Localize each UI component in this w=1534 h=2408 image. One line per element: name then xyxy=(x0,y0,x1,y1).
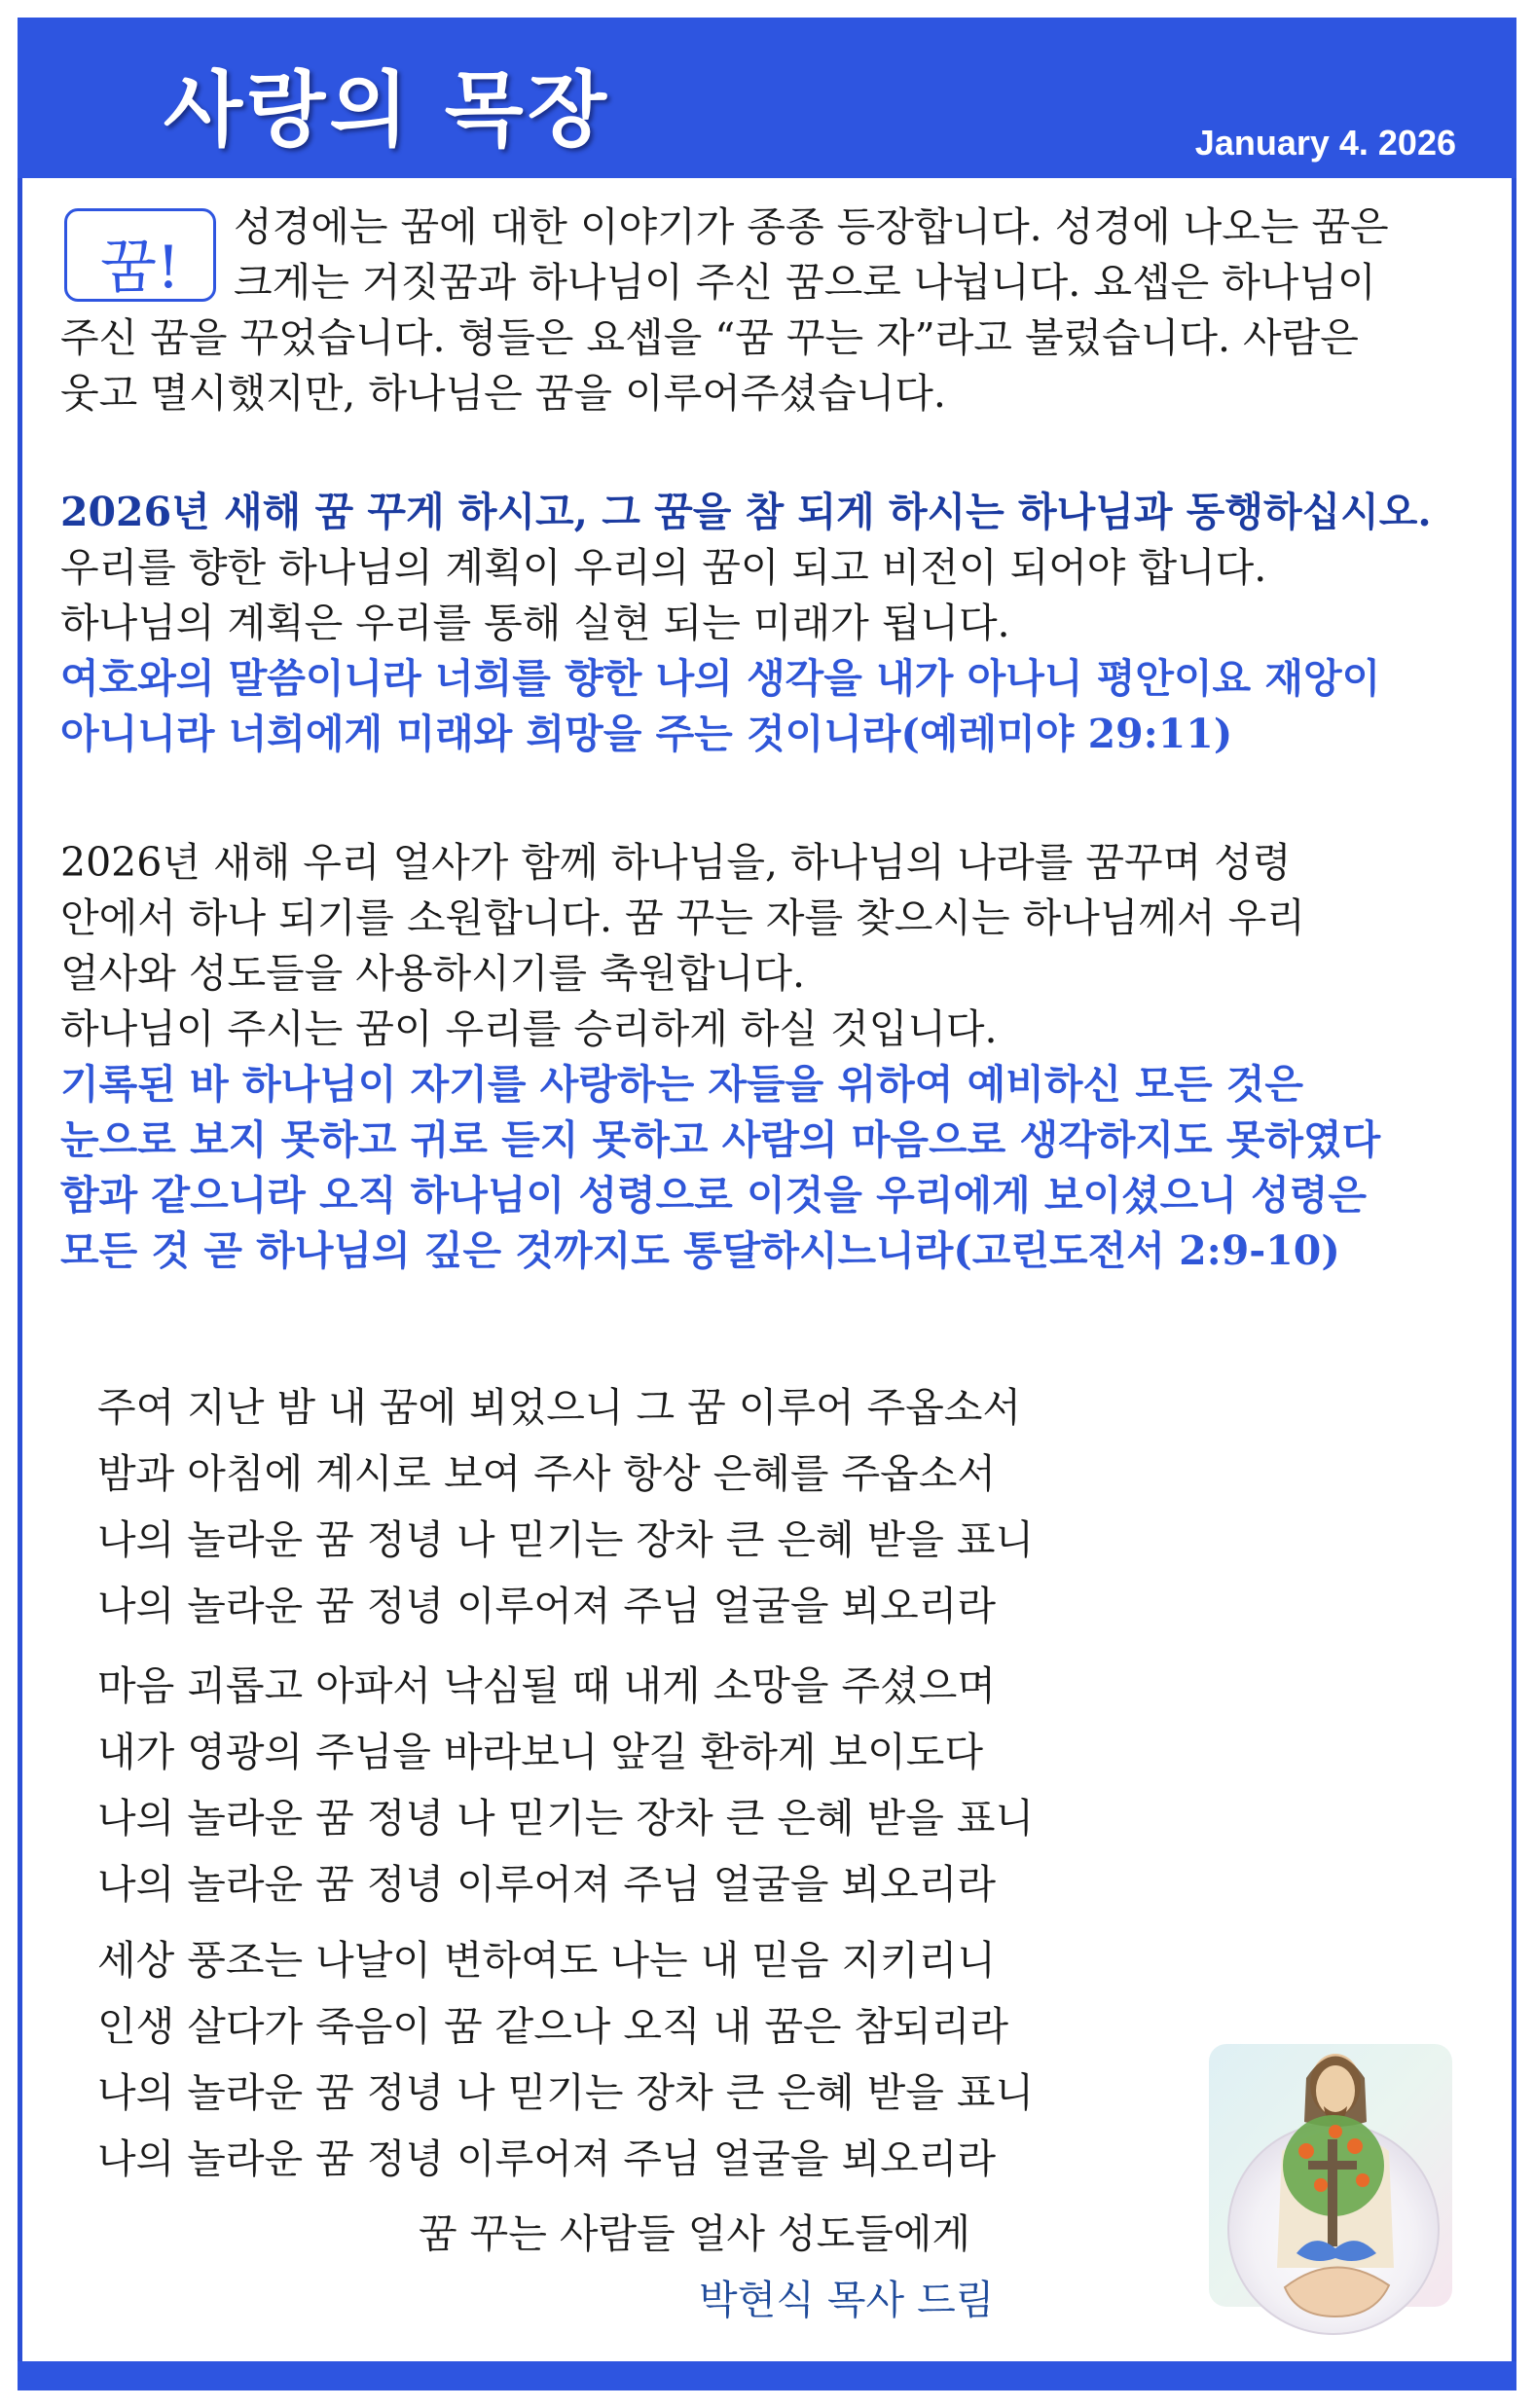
fruit xyxy=(1347,2138,1363,2154)
hymn-line: 주여 지난 밤 내 꿈에 뵈었으니 그 꿈 이루어 주옵소서 xyxy=(97,1384,1022,1431)
fruit xyxy=(1314,2178,1328,2192)
header-banner xyxy=(18,18,1516,178)
hymn-line: 나의 놀라운 꿈 정녕 이루어져 주님 얼굴을 뵈오리라 xyxy=(97,1583,996,1629)
intro-line: 크게는 거짓꿈과 하나님이 주신 꿈으로 나뉩니다. 요셉은 하나님이 xyxy=(234,259,1376,306)
verse-corinthians: 눈으로 보지 못하고 귀로 듣지 못하고 사람의 마음으로 생각하지도 못하였다 xyxy=(60,1116,1381,1163)
intro-line: 웃고 멸시했지만, 하나님은 꿈을 이루어주셨습니다. xyxy=(60,370,946,417)
jesus-tree-illustration xyxy=(1189,2025,1472,2336)
keyword-text: 꿈! xyxy=(99,234,181,302)
section3-line: 2026년 새해 우리 얼사가 함께 하나님을, 하나님의 나라를 꿈꾸며 성령 xyxy=(60,839,1292,886)
cross-vertical xyxy=(1328,2139,1337,2246)
hymn-line: 나의 놀라운 꿈 정녕 이루어져 주님 얼굴을 뵈오리라 xyxy=(97,2135,996,2182)
intro-paragraph xyxy=(60,200,1491,421)
section2-line: 우리를 향한 하나님의 계획이 우리의 꿈이 되고 비전이 되어야 합니다. xyxy=(60,544,1267,591)
section2-headline: 2026년 새해 꿈 꾸게 하시고, 그 꿈을 참 되게 하시는 하나님과 동행하십시오. xyxy=(60,489,1432,535)
verse-corinthians: 함과 같으니라 오직 하나님이 성령으로 이것을 우리에게 보이셨으니 성령은 xyxy=(60,1172,1367,1219)
verse-jeremiah: 여호와의 말씀이니라 너희를 향한 나의 생각을 내가 아나니 평안이요 재앙이 xyxy=(60,655,1381,702)
hymn-line: 내가 영광의 주님을 바라보니 앞길 환하게 보이도다 xyxy=(97,1729,983,1775)
verse-jeremiah: 아니니라 너희에게 미래와 희망을 주는 것이니라(예레미야 29:11) xyxy=(60,711,1233,757)
signature: 박현식 목사 드림 xyxy=(699,2277,995,2323)
hymn-verse-3 xyxy=(97,1927,1217,2192)
section2 xyxy=(60,485,1491,762)
hymn-line: 인생 살다가 죽음이 꿈 같으나 오직 내 꿈은 참되리라 xyxy=(97,2003,1008,2050)
fruit xyxy=(1356,2173,1370,2187)
verse-corinthians: 모든 것 곧 하나님의 깊은 것까지도 통달하시느니라(고린도전서 2:9-10) xyxy=(60,1227,1340,1274)
hymn-verse-2 xyxy=(97,1653,1217,1917)
face-inner xyxy=(1316,2065,1355,2116)
hymn-line: 마음 괴롭고 아파서 낙심될 때 내게 소망을 주셨으며 xyxy=(97,1662,996,1709)
section3 xyxy=(60,835,1491,1279)
hymn-line: 나의 놀라운 꿈 정녕 이루어져 주님 얼굴을 뵈오리라 xyxy=(97,1861,996,1908)
hymn-line: 세상 풍조는 나날이 변하여도 나는 내 믿음 지키리니 xyxy=(97,1937,996,1984)
fruit xyxy=(1298,2143,1314,2159)
hymn-line: 나의 놀라운 꿈 정녕 나 믿기는 장차 큰 은혜 받을 표니 xyxy=(97,1516,1035,1563)
intro-line: 주신 꿈을 꾸었습니다. 형들은 요셉을 “꿈 꾸는 자”라고 불렀습니다. 사람은 xyxy=(60,314,1359,361)
verse-corinthians: 기록된 바 하나님이 자기를 사랑하는 자들을 위하여 예비하신 모든 것은 xyxy=(60,1061,1304,1108)
hymn-line: 밤과 아침에 계시로 보여 주사 항상 은혜를 주옵소서 xyxy=(97,1450,996,1497)
issue-date: January 4. 2026 xyxy=(1194,123,1456,163)
section3-line: 하나님이 주시는 꿈이 우리를 승리하게 하실 것입니다. xyxy=(60,1005,998,1052)
closing-line: 꿈 꾸는 사람들 얼사 성도들에게 xyxy=(419,2210,971,2257)
hymn-verse-1 xyxy=(97,1374,1217,1639)
cross-horizontal xyxy=(1308,2161,1357,2170)
section3-line: 얼사와 성도들을 사용하시기를 축원합니다. xyxy=(60,950,806,997)
section3-line: 안에서 하나 되기를 소원합니다. 꿈 꾸는 자를 찾으시는 하나님께서 우리 xyxy=(60,894,1305,941)
page-title: 사랑의 목장 xyxy=(164,62,610,158)
hymn-line: 나의 놀라운 꿈 정녕 나 믿기는 장차 큰 은혜 받을 표니 xyxy=(97,2069,1035,2116)
section2-line: 하나님의 계획은 우리를 통해 실현 되는 미래가 됩니다. xyxy=(60,600,1010,646)
fruit xyxy=(1329,2125,1342,2138)
intro-line: 성경에는 꿈에 대한 이야기가 종종 등장합니다. 성경에 나오는 꿈은 xyxy=(234,203,1389,250)
footer-bar xyxy=(18,2361,1516,2390)
hymn-line: 나의 놀라운 꿈 정녕 나 믿기는 장차 큰 은혜 받을 표니 xyxy=(97,1795,1035,1842)
